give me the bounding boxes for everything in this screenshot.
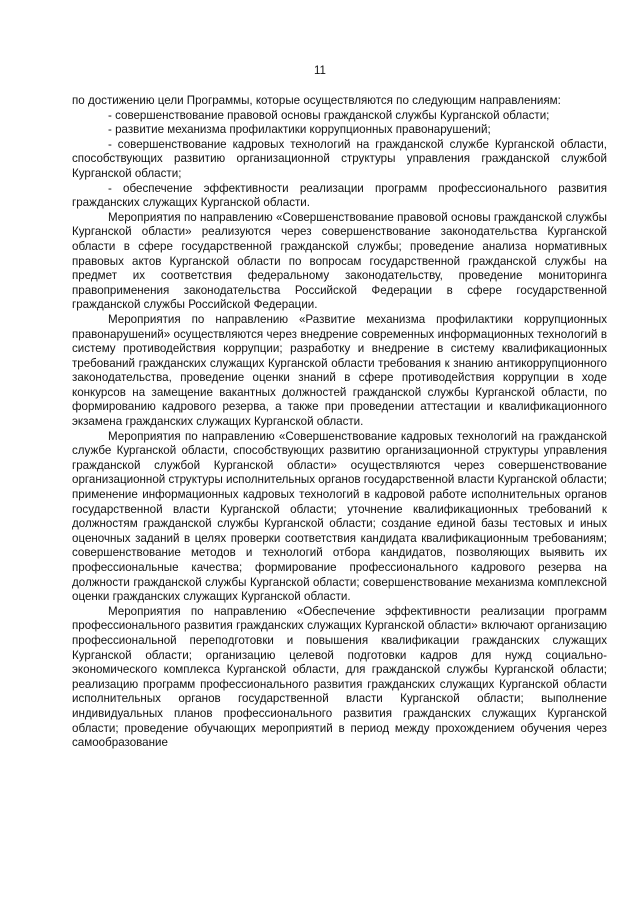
paragraph: Мероприятия по направлению «Совершенствование кадровых технологий на гражданской службе Курганской области, способствующих развитию организационной структуры управления гражданской службой Курганской области» осуществляются через совершенствование организационной структуры исполнительных органов государственной власти Курганской области; применение информационных кадровых технологий в кадровой работе исполнительных органов государственной власти Курганской области; уточнение квалификационных требований к должностям гражданской службы Курганской области; создание единой базы тестовых и иных оценочных заданий в целях проверки соответствия кандидата квалификационным требованиям; совершенствование методов и технологий отбора кандидатов, позволяющих выявить их профессиональные качества; формирование профессионального кадрового резерва на должности гражданской службы Курганской области; совершенствование механизма комплексной оценки гражданских служащих Курганской области. bbox=[72, 429, 607, 604]
paragraph: - совершенствование правовой основы гражданской службы Курганской области; bbox=[108, 108, 550, 122]
paragraph: - обеспечение эффективности реализации программ профессионального развития гражданских служащих Курганской области. bbox=[72, 181, 607, 210]
paragraph: - совершенствование кадровых технологий на гражданской службе Курганской области, способствующих развитию организационной структуры управления гражданской службой Курганской области; bbox=[72, 137, 607, 180]
paragraph: по достижению цели Программы, которые осуществляются по следующим направлениям: bbox=[72, 94, 561, 107]
paragraph: - развитие механизма профилактики коррупционных правонарушений; bbox=[108, 123, 491, 137]
body-text bbox=[72, 94, 607, 751]
paragraph: Мероприятия по направлению «Развитие механизма профилактики коррупционных правонарушений» осуществляются через внедрение современных информационных технологий в систему противодействия коррупции; разработку и внедрение в систему квалификационных требований гражданских служащих Курганской области требования к знанию антикоррупционного законодательства, проведение оценки знаний в сфере противодействия коррупции в ходе конкурсов на замещение вакантных должностей гражданской службы Курганской области, по формированию кадрового резерва, а также при проведении аттестации и квалификационного экзамена гражданских служащих Курганской области. bbox=[72, 312, 607, 429]
paragraph: Мероприятия по направлению «Совершенствование правовой основы гражданской службы Курганской области» реализуются через совершенствование законодательства Курганской области в сфере государственной гражданской службы; проведение анализа нормативных правовых актов Курганской области по вопросам государственной гражданской службы на предмет их соответствия федеральному законодательству, проведение мониторинга правоприменения законодательства Российской Федерации в сфере государственной гражданской службы Российской Федерации. bbox=[72, 210, 607, 312]
paragraph: Мероприятия по направлению «Обеспечение эффективности реализации программ профессионального развития гражданских служащих Курганской области» включают организацию профессиональной переподготовки и повышения квалификации гражданских служащих Курганской области; организацию целевой подготовки кадров для нужд социально-экономического комплекса Курганской области, для гражданской службы Курганской области; реализацию программ профессионального развития гражданских служащих Курганской области исполнительных органов государственной власти Курганской области; выполнение индивидуальных планов профессионального развития гражданских служащих Курганской области; проведение обучающих мероприятий в период между прохождением обучения через самообразование bbox=[72, 604, 607, 750]
page-number: 11 bbox=[314, 65, 326, 77]
